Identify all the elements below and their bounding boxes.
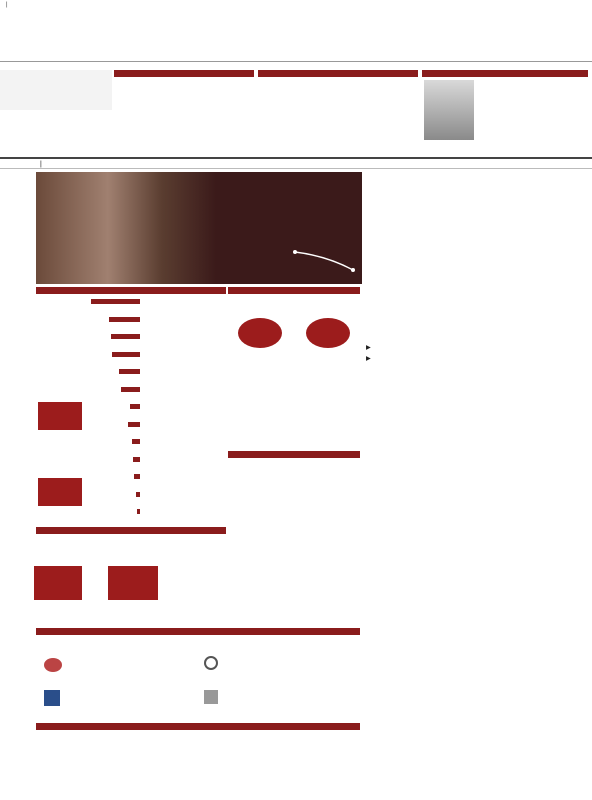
ministry-bar bbox=[111, 334, 140, 339]
amnistia-espera bbox=[272, 733, 360, 740]
ministry-bar bbox=[119, 369, 140, 374]
deck-item-1: ▸ bbox=[366, 342, 371, 353]
piggy-icon bbox=[44, 658, 62, 672]
ministry-bar bbox=[133, 457, 140, 462]
op-capital bbox=[306, 318, 350, 348]
ministry-bar bbox=[112, 352, 140, 357]
marcadores-title bbox=[0, 70, 112, 110]
congelacion-box bbox=[38, 402, 82, 430]
actualizacion-box bbox=[38, 478, 82, 506]
aside-lead bbox=[478, 434, 586, 596]
ministerios-header bbox=[36, 287, 226, 294]
medidas-header bbox=[36, 628, 360, 635]
ministry-bar bbox=[128, 422, 140, 427]
section-header bbox=[0, 10, 592, 62]
ministry-bar bbox=[137, 509, 140, 514]
pagos bbox=[222, 656, 360, 663]
tag-cifra bbox=[114, 70, 254, 77]
tag-protagonista bbox=[422, 70, 588, 77]
deck-item-2: ▸ bbox=[366, 353, 371, 364]
ministry-bar bbox=[121, 387, 140, 392]
hacienda-logo bbox=[44, 690, 60, 706]
ministry-bar bbox=[130, 404, 140, 409]
article-col-2 bbox=[366, 648, 472, 770]
financieros bbox=[222, 690, 360, 697]
article-col-1 bbox=[366, 399, 472, 645]
conceptos-header bbox=[228, 451, 360, 458]
ingresos-header bbox=[36, 527, 226, 534]
kicker: | bbox=[0, 157, 592, 169]
ministry-bar bbox=[91, 299, 140, 304]
ministry-bar bbox=[109, 317, 140, 322]
ministry-bar bbox=[136, 492, 140, 497]
ministry-bar bbox=[134, 474, 140, 479]
ministry-bar bbox=[132, 439, 140, 444]
diferimiento bbox=[66, 656, 196, 663]
coins-icon bbox=[204, 656, 218, 670]
infographic-header bbox=[36, 172, 362, 284]
aside-body bbox=[478, 606, 586, 792]
calculator-icon bbox=[204, 690, 218, 704]
page-date: | bbox=[6, 2, 8, 8]
limite bbox=[66, 688, 196, 695]
protagonista-photo bbox=[424, 80, 474, 140]
recortes-header bbox=[228, 287, 360, 294]
ingresos-trib bbox=[108, 566, 158, 600]
op-corrientes bbox=[238, 318, 282, 348]
amnistia-header bbox=[36, 723, 360, 730]
tag-tendencia bbox=[258, 70, 418, 77]
deck bbox=[366, 342, 586, 364]
top-bar bbox=[0, 0, 592, 10]
ingresos-nofin bbox=[34, 566, 82, 600]
ministers-photo bbox=[36, 172, 216, 284]
deficit-curve bbox=[291, 238, 361, 284]
